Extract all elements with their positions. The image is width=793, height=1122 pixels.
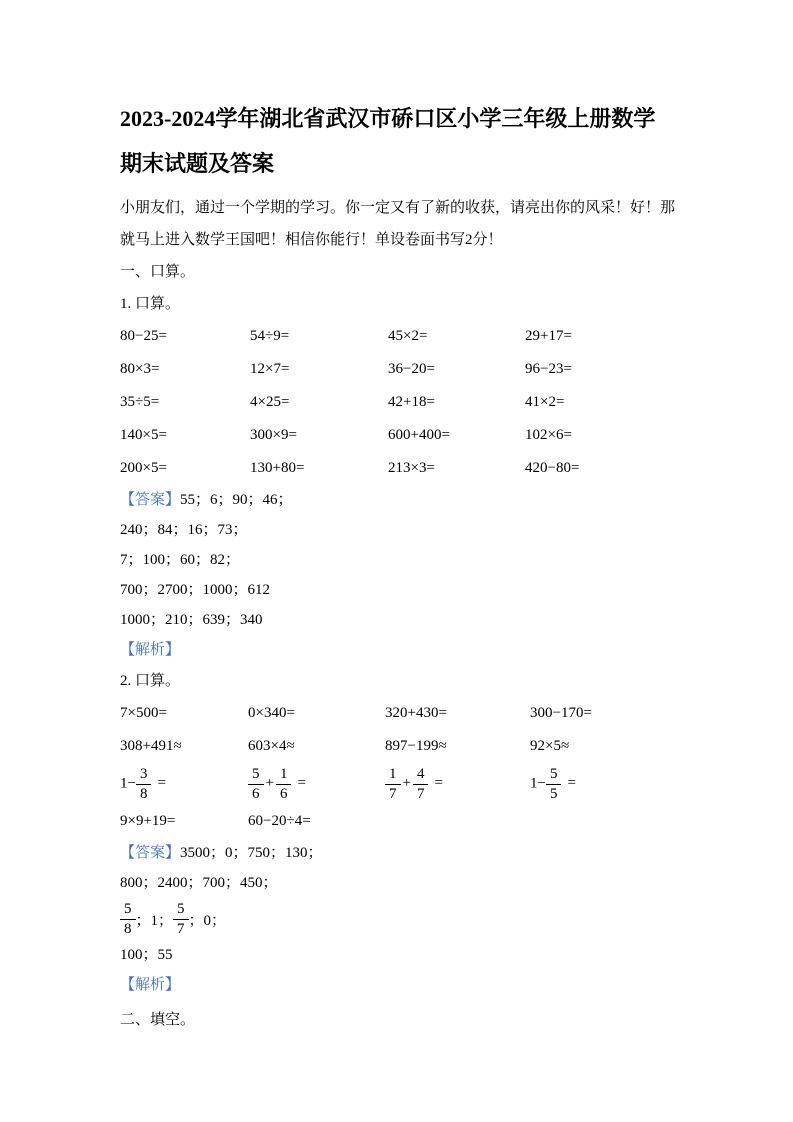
math-expression-fraction xyxy=(248,766,385,802)
math-expression: 42+18= xyxy=(388,394,435,410)
fraction xyxy=(546,766,562,802)
analysis-label: 【解析】 xyxy=(120,642,181,658)
expr-operator: + xyxy=(265,775,274,792)
math-expression: 96−23= xyxy=(525,361,572,377)
answer-text: 3500；0；750；130； xyxy=(180,845,323,861)
doc-title: 2023-2024学年湖北省武汉市硚口区小学三年级上册数学期末试题及答案 xyxy=(120,106,656,176)
expr-equals: = xyxy=(297,775,306,792)
expr-equals: = xyxy=(434,775,443,792)
fraction xyxy=(276,766,292,802)
expr-pre: 1− xyxy=(120,775,136,792)
fraction-numerator: 1 xyxy=(276,766,292,785)
fraction-denominator: 7 xyxy=(177,920,185,937)
math-expression: 36−20= xyxy=(388,361,435,377)
answer-text: 55；6；90；46； xyxy=(180,492,293,508)
fraction xyxy=(173,901,189,937)
answer-line: 240；84；16；73； xyxy=(120,522,248,538)
fraction xyxy=(413,766,429,802)
spacer-cell xyxy=(530,805,676,838)
math-expression: 41×2= xyxy=(525,394,565,410)
section-2-heading: 二、填空。 xyxy=(120,1012,196,1028)
math-expression: 140×5= xyxy=(120,427,167,443)
answer-line: 700；2700；1000；612 xyxy=(120,582,271,598)
intro-paragraph: 小朋友们，通过一个学期的学习。你一定又有了新的收获，请亮出你的风采！好！那就马上进入数学王国吧！相信你能行！单设卷面书写2分！ xyxy=(120,200,676,248)
fraction-numerator: 5 xyxy=(173,901,189,920)
fraction-numerator: 5 xyxy=(120,901,136,920)
q2-fraction-row xyxy=(120,763,676,805)
math-expression: 54÷9= xyxy=(250,328,290,344)
math-expression: 897−199≈ xyxy=(385,738,447,754)
math-expression: 213×3= xyxy=(388,460,435,476)
expr-pre: 1− xyxy=(530,775,546,792)
fraction-numerator: 4 xyxy=(413,766,429,785)
math-expression: 320+430= xyxy=(385,705,447,721)
math-expression-fraction xyxy=(530,766,676,802)
answer-fraction-line xyxy=(120,898,676,940)
math-expression: 80−25= xyxy=(120,328,167,344)
fraction xyxy=(385,766,401,802)
fraction-numerator: 3 xyxy=(136,766,152,785)
expr-equals: = xyxy=(157,775,166,792)
math-expression: 200×5= xyxy=(120,460,167,476)
fraction-numerator: 1 xyxy=(385,766,401,785)
answer-label: 【答案】 xyxy=(120,492,181,508)
answer-label: 【答案】 xyxy=(120,845,181,861)
math-expression: 130+80= xyxy=(250,460,305,476)
math-expression: 102×6= xyxy=(525,427,572,443)
fraction-denominator: 6 xyxy=(252,785,260,802)
math-expression: 4×25= xyxy=(250,394,290,410)
analysis-line xyxy=(120,635,676,665)
math-expression: 600+400= xyxy=(388,427,450,443)
analysis-line xyxy=(120,970,676,1000)
math-expression: 300−170= xyxy=(530,705,592,721)
answer-text: ；0； xyxy=(188,912,227,929)
fraction-denominator: 8 xyxy=(139,785,148,802)
answer-line: 800；2400；700；450； xyxy=(120,875,278,891)
q2-last-row xyxy=(120,805,676,838)
math-expression: 35÷5= xyxy=(120,394,160,410)
fraction-denominator: 8 xyxy=(124,920,132,937)
fraction-denominator: 5 xyxy=(549,785,558,802)
expr-equals: = xyxy=(567,775,576,792)
math-expression: 9×9+19= xyxy=(120,813,176,829)
math-expression: 45×2= xyxy=(388,328,428,344)
analysis-label: 【解析】 xyxy=(120,977,181,993)
answer-line xyxy=(120,838,676,868)
math-expression: 300×9= xyxy=(250,427,297,443)
math-expression: 308+491≈ xyxy=(120,738,182,754)
fraction xyxy=(136,766,152,802)
answer-line xyxy=(120,485,676,515)
fraction xyxy=(248,766,264,802)
question-2-label: 2. 口算。 xyxy=(120,673,181,689)
answer-line: 100；55 xyxy=(120,947,173,963)
fraction-numerator: 5 xyxy=(546,766,562,785)
expr-operator: + xyxy=(402,775,411,792)
q2-oral-grid xyxy=(120,697,676,763)
math-expression: 12×7= xyxy=(250,361,290,377)
section-1-heading: 一、口算。 xyxy=(120,264,196,280)
math-expression: 80×3= xyxy=(120,361,160,377)
fraction-denominator: 6 xyxy=(279,785,288,802)
fraction-denominator: 7 xyxy=(416,785,425,802)
answer-line: 7；100；60；82； xyxy=(120,552,241,568)
fraction-denominator: 7 xyxy=(389,785,397,802)
fraction xyxy=(120,901,136,937)
math-expression: 603×4≈ xyxy=(248,738,295,754)
question-1-label: 1. 口算。 xyxy=(120,296,181,312)
math-expression: 0×340= xyxy=(248,705,295,721)
math-expression: 29+17= xyxy=(525,328,572,344)
math-expression: 420−80= xyxy=(525,460,580,476)
fraction-numerator: 5 xyxy=(248,766,264,785)
math-expression-fraction xyxy=(120,766,248,802)
math-expression-fraction xyxy=(385,766,530,802)
math-expression: 60−20÷4= xyxy=(248,813,311,829)
math-expression: 92×5≈ xyxy=(530,738,570,754)
math-expression: 7×500= xyxy=(120,705,167,721)
spacer-cell xyxy=(385,805,530,838)
q1-oral-grid xyxy=(120,320,676,485)
answer-text: ；1； xyxy=(135,912,174,929)
answer-line: 1000；210；639；340 xyxy=(120,612,263,628)
